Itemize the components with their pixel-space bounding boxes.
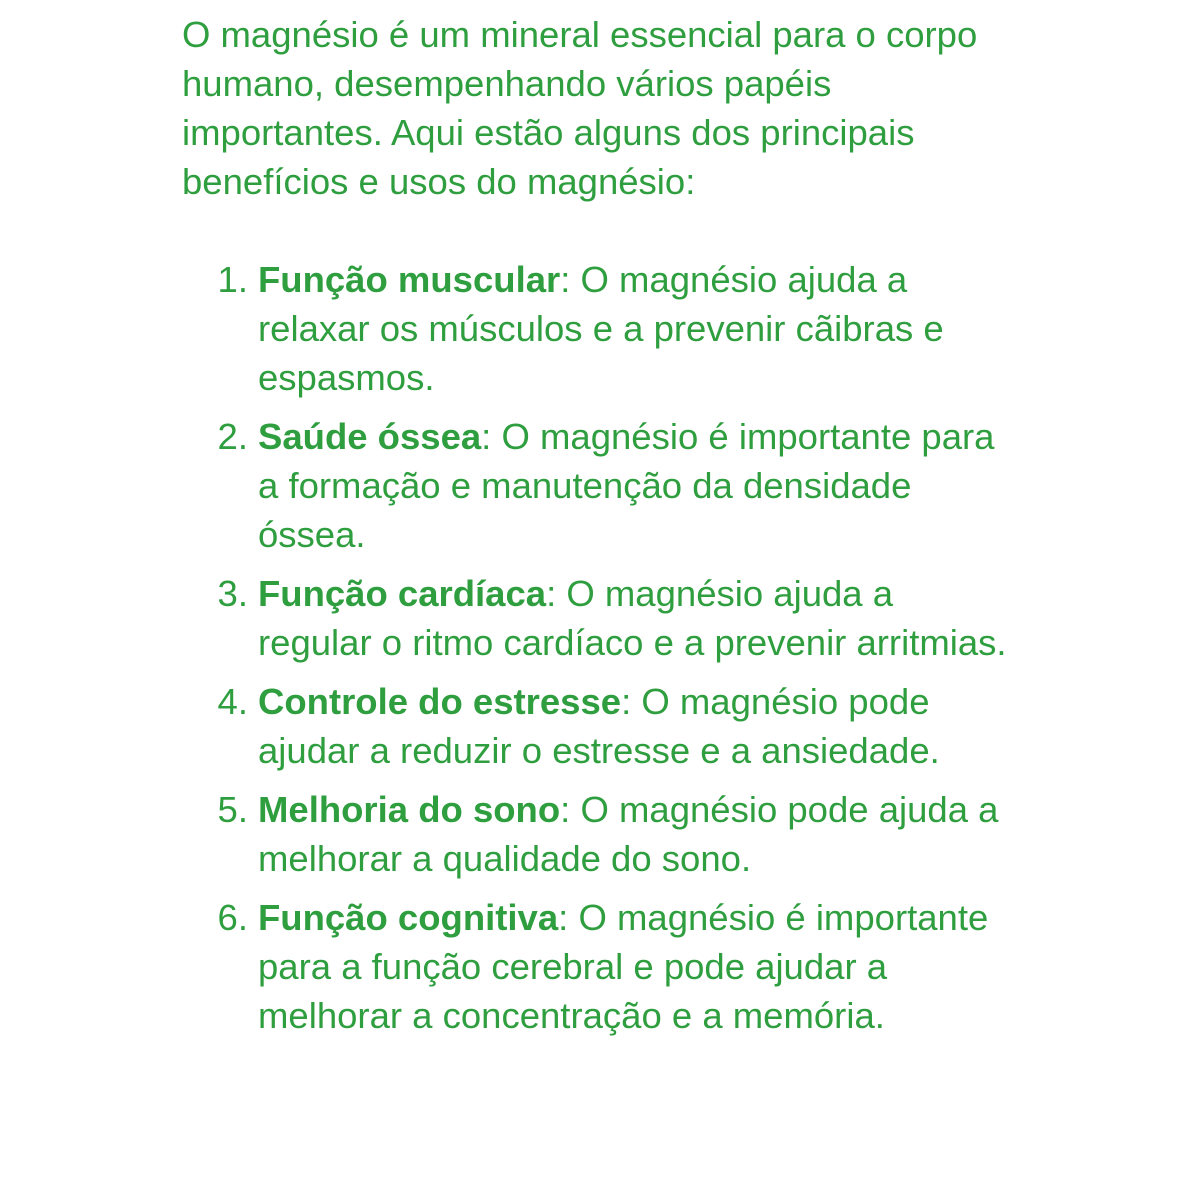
list-item: 6. Função cognitiva: O magnésio é importante para a função cerebral e pode ajudar a melhorar a concentração e a memória. bbox=[182, 893, 1012, 1040]
list-item-term: Melhoria do sono bbox=[258, 789, 561, 830]
list-item-number: 1. bbox=[217, 259, 248, 300]
list-item-description: O magnésio pode ajuda a melhorar a qualidade do sono. bbox=[258, 789, 999, 879]
list-item-description: O magnésio ajuda a regular o ritmo cardíaco e a prevenir arritmias. bbox=[258, 573, 1007, 663]
list-item-description: O magnésio ajuda a relaxar os músculos e a prevenir cãibras e espasmos. bbox=[258, 259, 944, 398]
list-item: 1. Função muscular: O magnésio ajuda a relaxar os músculos e a prevenir cãibras e espasmos. bbox=[182, 255, 1012, 402]
list-item-term: Controle do estresse bbox=[258, 681, 622, 722]
list-item-term: Função cardíaca bbox=[258, 573, 547, 614]
list-item: 5. Melhoria do sono: O magnésio pode ajuda a melhorar a qualidade do sono. bbox=[182, 785, 1012, 883]
document-body bbox=[182, 10, 1012, 1050]
list-item-description: O magnésio pode ajudar a reduzir o estresse e a ansiedade. bbox=[258, 681, 940, 771]
benefits-list bbox=[182, 255, 1012, 1040]
list-item-number: 2. bbox=[217, 416, 248, 457]
list-item-description: O magnésio é importante para a função cerebral e pode ajudar a melhorar a concentração e a memória. bbox=[258, 897, 989, 1036]
list-item-number: 4. bbox=[217, 681, 248, 722]
list-item-number: 6. bbox=[217, 897, 248, 938]
list-item-term: Função muscular bbox=[258, 259, 561, 300]
list-item-term: Função cognitiva bbox=[258, 897, 559, 938]
list-item: 3. Função cardíaca: O magnésio ajuda a regular o ritmo cardíaco e a prevenir arritmias. bbox=[182, 569, 1012, 667]
list-item: 4. Controle do estresse: O magnésio pode ajudar a reduzir o estresse e a ansiedade. bbox=[182, 677, 1012, 775]
intro-paragraph: O magnésio é um mineral essencial para o corpo humano, desempenhando vários papéis importantes. Aqui estão alguns dos principais benefícios e usos do magnésio: bbox=[182, 14, 978, 202]
list-item-description: O magnésio é importante para a formação e manutenção da densidade óssea. bbox=[258, 416, 995, 555]
list-item: 2. Saúde óssea: O magnésio é importante para a formação e manutenção da densidade óssea. bbox=[182, 412, 1012, 559]
list-item-number: 3. bbox=[217, 573, 248, 614]
list-item-term: Saúde óssea bbox=[258, 416, 482, 457]
list-item-number: 5. bbox=[217, 789, 248, 830]
